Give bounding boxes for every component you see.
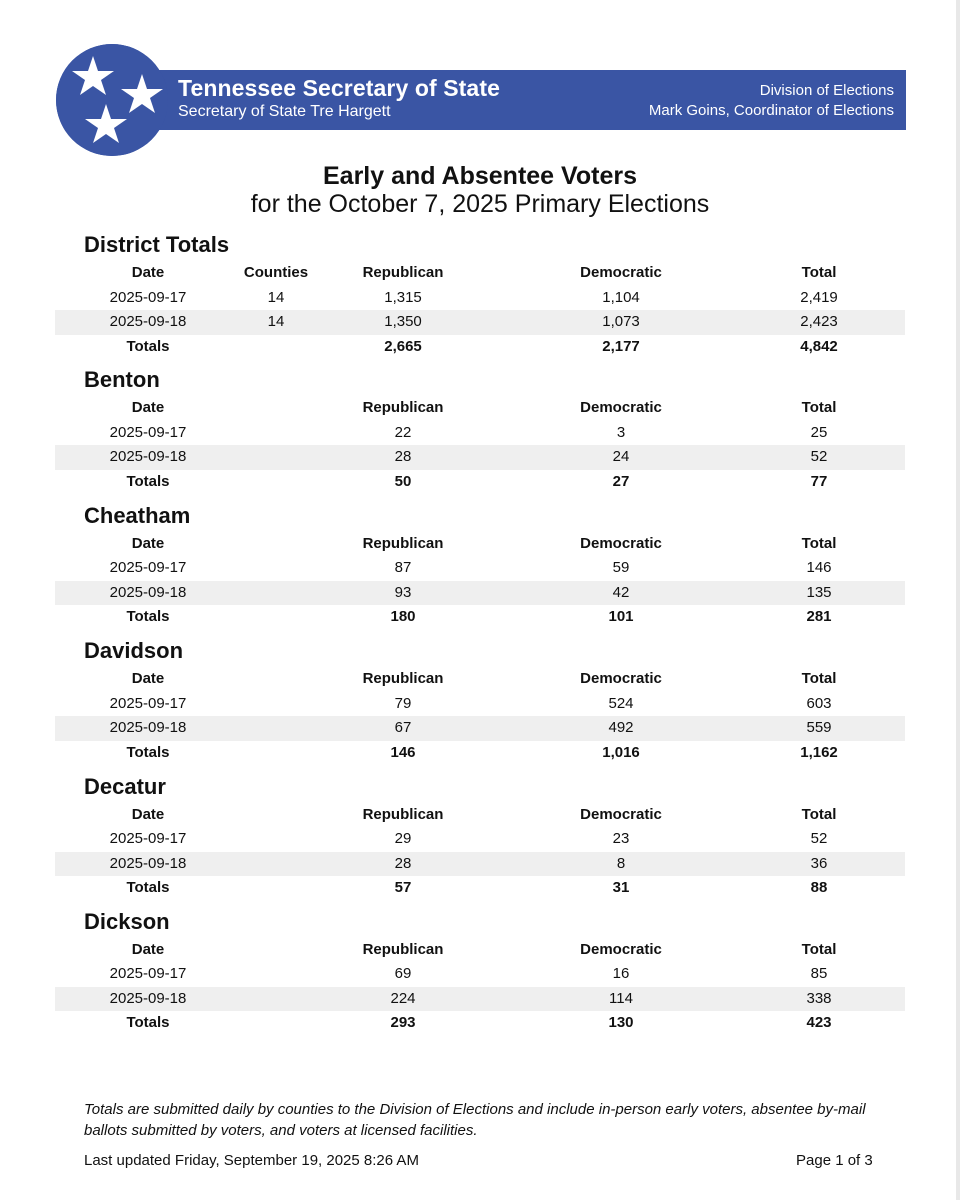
section-title: Benton: [84, 367, 160, 393]
table-row: [55, 827, 905, 852]
date-cell: 2025-09-18: [109, 989, 187, 1007]
total-cell: 52: [810, 448, 828, 466]
total-cell: 603: [806, 694, 832, 712]
document-title: Early and Absentee Voters: [322, 162, 637, 190]
total-cell: 36: [810, 854, 828, 872]
banner-subtitle: Secretary of State Tre Hargett: [178, 103, 391, 120]
section-decatur: [0, 773, 960, 908]
date-cell: 2025-09-18: [109, 448, 187, 466]
democratic-total: 31: [612, 879, 630, 897]
section-davidson: [0, 637, 960, 772]
votes-table: [55, 532, 905, 630]
col-total-header: Total: [801, 670, 837, 688]
grand-total: 88: [810, 879, 828, 897]
republican-cell: 79: [394, 694, 412, 712]
republican-cell: 69: [394, 965, 412, 983]
republican-total: 293: [390, 1014, 416, 1032]
section-cheatham: [0, 502, 960, 637]
table-header-row: [55, 532, 905, 557]
section-district-totals: [0, 231, 960, 366]
democratic-total: 27: [612, 472, 630, 490]
votes-table: [55, 261, 905, 359]
table-row: [55, 581, 905, 606]
democratic-cell: 3: [616, 423, 626, 441]
total-cell: 2,423: [800, 313, 838, 330]
table-row: [55, 286, 905, 311]
date-cell: 2025-09-17: [109, 423, 187, 441]
date-cell: 2025-09-17: [109, 965, 187, 983]
col-republican-header: Republican: [362, 399, 444, 417]
table-row: [55, 556, 905, 581]
democratic-cell: 1,104: [602, 288, 640, 306]
republican-cell: 28: [394, 448, 412, 466]
democratic-cell: 492: [608, 719, 634, 737]
col-democratic-header: Democratic: [580, 805, 662, 823]
republican-cell: 67: [394, 719, 412, 737]
table-row: [55, 987, 905, 1012]
totals-row: [55, 470, 905, 495]
totals-label: Totals: [126, 337, 170, 355]
col-republican-header: Republican: [362, 264, 444, 281]
date-cell: 2025-09-18: [109, 854, 187, 872]
col-republican-header: Republican: [362, 940, 444, 958]
republican-cell: 22: [394, 423, 412, 441]
col-total-header: Total: [801, 534, 837, 552]
table-row: [55, 852, 905, 877]
totals-row: [55, 335, 905, 360]
democratic-cell: 1,073: [602, 313, 640, 330]
three-stars-seal-icon: [56, 44, 168, 156]
republican-cell: 1,315: [384, 288, 422, 306]
republican-total: 57: [394, 879, 412, 897]
sections: [0, 231, 960, 1043]
table-header-row: [55, 938, 905, 963]
table-header-row: [55, 396, 905, 421]
section-title: District Totals: [84, 232, 230, 257]
table-header-row: [55, 803, 905, 828]
col-counties-header: Counties: [243, 264, 309, 281]
col-date-header: Date: [131, 670, 165, 688]
col-total-header: Total: [801, 940, 837, 958]
document-subtitle: for the October 7, 2025 Primary Elections: [250, 190, 710, 218]
republican-cell: 87: [394, 559, 412, 577]
date-cell: 2025-09-17: [109, 288, 187, 306]
grand-total: 1,162: [800, 743, 838, 761]
col-total-header: Total: [801, 399, 837, 417]
header: [56, 44, 906, 156]
table-row: [55, 310, 905, 335]
republican-total: 180: [390, 608, 416, 626]
republican-cell: 28: [394, 854, 412, 872]
date-cell: 2025-09-17: [109, 830, 187, 848]
votes-table: [55, 803, 905, 901]
section-title: Dickson: [84, 908, 170, 934]
democratic-total: 2,177: [602, 337, 640, 355]
democratic-cell: 524: [608, 694, 634, 712]
total-cell: 52: [810, 830, 828, 848]
counties-cell: 14: [267, 288, 285, 306]
democratic-cell: 42: [612, 583, 630, 601]
col-republican-header: Republican: [362, 805, 444, 823]
republican-total: 50: [394, 472, 412, 490]
totals-label: Totals: [126, 879, 170, 897]
totals-row: [55, 876, 905, 901]
table-row: [55, 962, 905, 987]
page-number: Page 1 of 3: [796, 1152, 873, 1169]
total-cell: 135: [806, 583, 832, 601]
col-democratic-header: Democratic: [580, 940, 662, 958]
section-dickson: [0, 908, 960, 1043]
republican-total: 146: [390, 743, 416, 761]
total-cell: 25: [810, 423, 828, 441]
footnote: Totals are submitted daily by counties to the Division of Elections and include in-person early voters, absentee by-mail ballots submitted by voters, and voters at licensed facilities.: [84, 1101, 866, 1139]
col-date-header: Date: [131, 940, 165, 958]
coordinator-name: Mark Goins, Coordinator of Elections: [648, 102, 894, 119]
republican-cell: 93: [394, 583, 412, 601]
total-cell: 2,419: [800, 288, 838, 306]
section-benton: [0, 366, 960, 501]
section-title: Cheatham: [84, 502, 191, 528]
total-cell: 338: [806, 989, 832, 1007]
totals-row: [55, 1011, 905, 1036]
counties-cell: 14: [267, 313, 285, 330]
header-banner: [156, 70, 906, 130]
votes-table: [55, 396, 905, 494]
totals-label: Totals: [126, 1014, 170, 1032]
republican-cell: 1,350: [384, 313, 422, 330]
republican-cell: 29: [394, 830, 412, 848]
totals-row: [55, 605, 905, 630]
date-cell: 2025-09-18: [109, 583, 187, 601]
democratic-cell: 59: [612, 559, 630, 577]
date-cell: 2025-09-18: [109, 719, 187, 737]
democratic-cell: 8: [616, 854, 626, 872]
col-date-header: Date: [131, 805, 165, 823]
col-total-header: Total: [801, 264, 837, 281]
table-row: [55, 692, 905, 717]
date-cell: 2025-09-18: [109, 313, 187, 330]
banner-title: Tennessee Secretary of State: [178, 75, 500, 101]
date-cell: 2025-09-17: [109, 694, 187, 712]
col-republican-header: Republican: [362, 670, 444, 688]
democratic-cell: 24: [612, 448, 630, 466]
republican-total: 2,665: [384, 337, 422, 355]
grand-total: 4,842: [800, 337, 838, 355]
table-row: [55, 445, 905, 470]
totals-label: Totals: [126, 472, 170, 490]
col-democratic-header: Democratic: [580, 264, 662, 281]
democratic-total: 101: [608, 608, 634, 626]
section-title: Davidson: [84, 638, 184, 664]
date-cell: 2025-09-17: [109, 559, 187, 577]
total-cell: 85: [810, 965, 828, 983]
col-republican-header: Republican: [362, 534, 444, 552]
grand-total: 77: [810, 472, 828, 490]
democratic-cell: 23: [612, 830, 630, 848]
votes-table: [55, 938, 905, 1036]
democratic-total: 130: [608, 1014, 634, 1032]
col-date-header: Date: [131, 534, 165, 552]
table-row: [55, 716, 905, 741]
col-date-header: Date: [131, 264, 165, 281]
table-header-row: [55, 667, 905, 692]
col-democratic-header: Democratic: [580, 670, 662, 688]
col-democratic-header: Democratic: [580, 534, 662, 552]
democratic-cell: 16: [612, 965, 630, 983]
grand-total: 423: [806, 1014, 832, 1032]
division-name: Division of Elections: [759, 82, 894, 99]
total-cell: 559: [806, 719, 832, 737]
totals-label: Totals: [126, 743, 170, 761]
last-updated: Last updated Friday, September 19, 2025 8:26 AM: [84, 1152, 419, 1169]
col-democratic-header: Democratic: [580, 399, 662, 417]
votes-table: [55, 667, 905, 765]
section-title: Decatur: [84, 773, 166, 799]
table-header-row: [55, 261, 905, 286]
total-cell: 146: [806, 559, 832, 577]
table-row: [55, 421, 905, 446]
col-total-header: Total: [801, 805, 837, 823]
col-date-header: Date: [131, 399, 165, 417]
totals-label: Totals: [126, 608, 170, 626]
grand-total: 281: [806, 608, 832, 626]
democratic-total: 1,016: [602, 743, 640, 761]
totals-row: [55, 741, 905, 766]
democratic-cell: 114: [609, 989, 633, 1007]
republican-cell: 224: [390, 989, 416, 1007]
